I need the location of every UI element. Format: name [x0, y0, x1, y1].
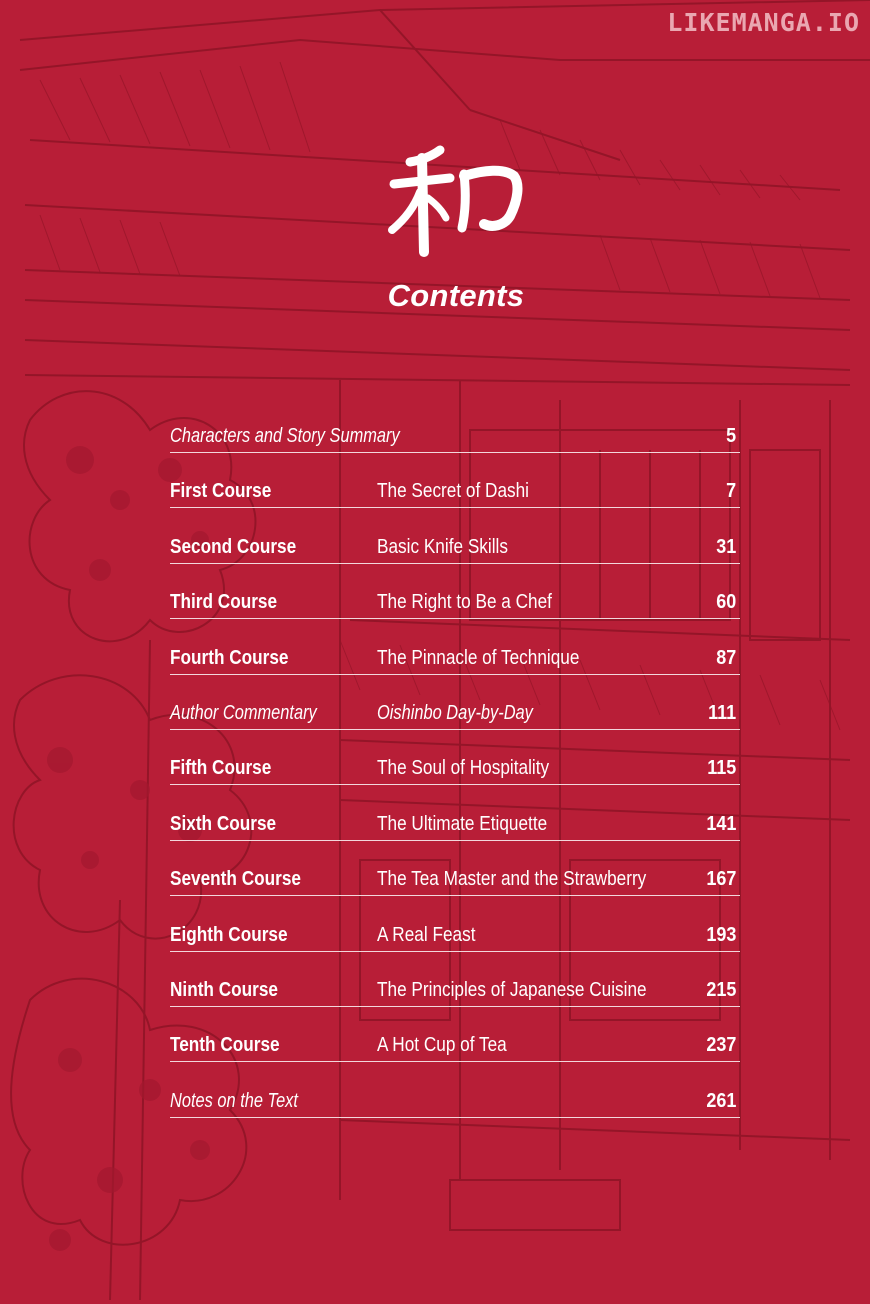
toc-chapter-title: The Right to Be a Chef [377, 591, 552, 614]
toc-chapter-title: A Real Feast [377, 923, 476, 946]
toc-page-number: 167 [705, 868, 736, 891]
toc-chapter-title: A Hot Cup of Tea [377, 1034, 507, 1057]
toc-section-label: Author Commentary [170, 701, 317, 724]
toc-section-label: Third Course [170, 591, 278, 614]
toc-chapter-title: Basic Knife Skills [377, 535, 508, 558]
toc-page-number: 215 [705, 978, 736, 1001]
toc-section-label: Characters and Story Summary [170, 425, 400, 447]
toc-chapter-title: The Tea Master and the Strawberry [377, 868, 647, 891]
toc-row[interactable] [170, 842, 740, 896]
toc-page-number: 31 [715, 535, 736, 558]
toc-section-label: Notes on the Text [170, 1089, 298, 1112]
toc-chapter-title: The Soul of Hospitality [377, 757, 550, 780]
toc-row[interactable] [170, 620, 740, 674]
toc-section-label: Tenth Course [170, 1034, 280, 1057]
toc-row[interactable] [170, 509, 740, 563]
toc-page-number: 261 [705, 1089, 736, 1112]
toc-row[interactable] [170, 786, 740, 840]
toc-chapter-title: The Ultimate Etiquette [377, 812, 548, 835]
toc-page-number: 87 [715, 646, 736, 669]
toc-page-number: 60 [715, 591, 736, 614]
toc-row[interactable] [170, 454, 740, 508]
toc-row[interactable] [170, 565, 740, 619]
toc-section-label: Second Course [170, 535, 297, 558]
site-watermark: LIKEMANGA.IO [667, 8, 860, 37]
toc-page-number: 111 [707, 701, 736, 724]
toc-section-label: Sixth Course [170, 812, 277, 835]
toc-chapter-title: The Pinnacle of Technique [377, 646, 580, 669]
toc-chapter-title: The Principles of Japanese Cuisine [377, 978, 647, 1001]
toc-chapter-title: Oishinbo Day-by-Day [377, 701, 533, 724]
kanji-emblem-icon [388, 140, 524, 260]
toc-page-number: 141 [705, 812, 736, 835]
toc-chapter-title: The Secret of Dashi [377, 480, 530, 503]
toc-section-label: Seventh Course [170, 868, 301, 891]
toc-row[interactable] [170, 731, 740, 785]
page-title: Contents [387, 278, 525, 313]
toc-row[interactable] [170, 417, 740, 453]
toc-section-label: Ninth Course [170, 978, 278, 1001]
toc-row[interactable] [170, 897, 740, 951]
toc-page-number: 5 [725, 425, 736, 447]
toc-section-label: Fourth Course [170, 646, 289, 669]
toc-page-number: 7 [725, 480, 736, 503]
toc-page-number: 237 [705, 1034, 736, 1057]
toc-page-number: 193 [705, 923, 736, 946]
toc-row[interactable] [170, 676, 740, 730]
toc-row[interactable] [170, 1063, 740, 1117]
table-of-contents [170, 417, 740, 1119]
toc-page-number: 115 [706, 757, 736, 780]
toc-section-label: First Course [170, 480, 272, 503]
toc-section-label: Eighth Course [170, 923, 288, 946]
toc-section-label: Fifth Course [170, 757, 272, 780]
toc-row[interactable] [170, 1008, 740, 1062]
toc-row[interactable] [170, 953, 740, 1007]
